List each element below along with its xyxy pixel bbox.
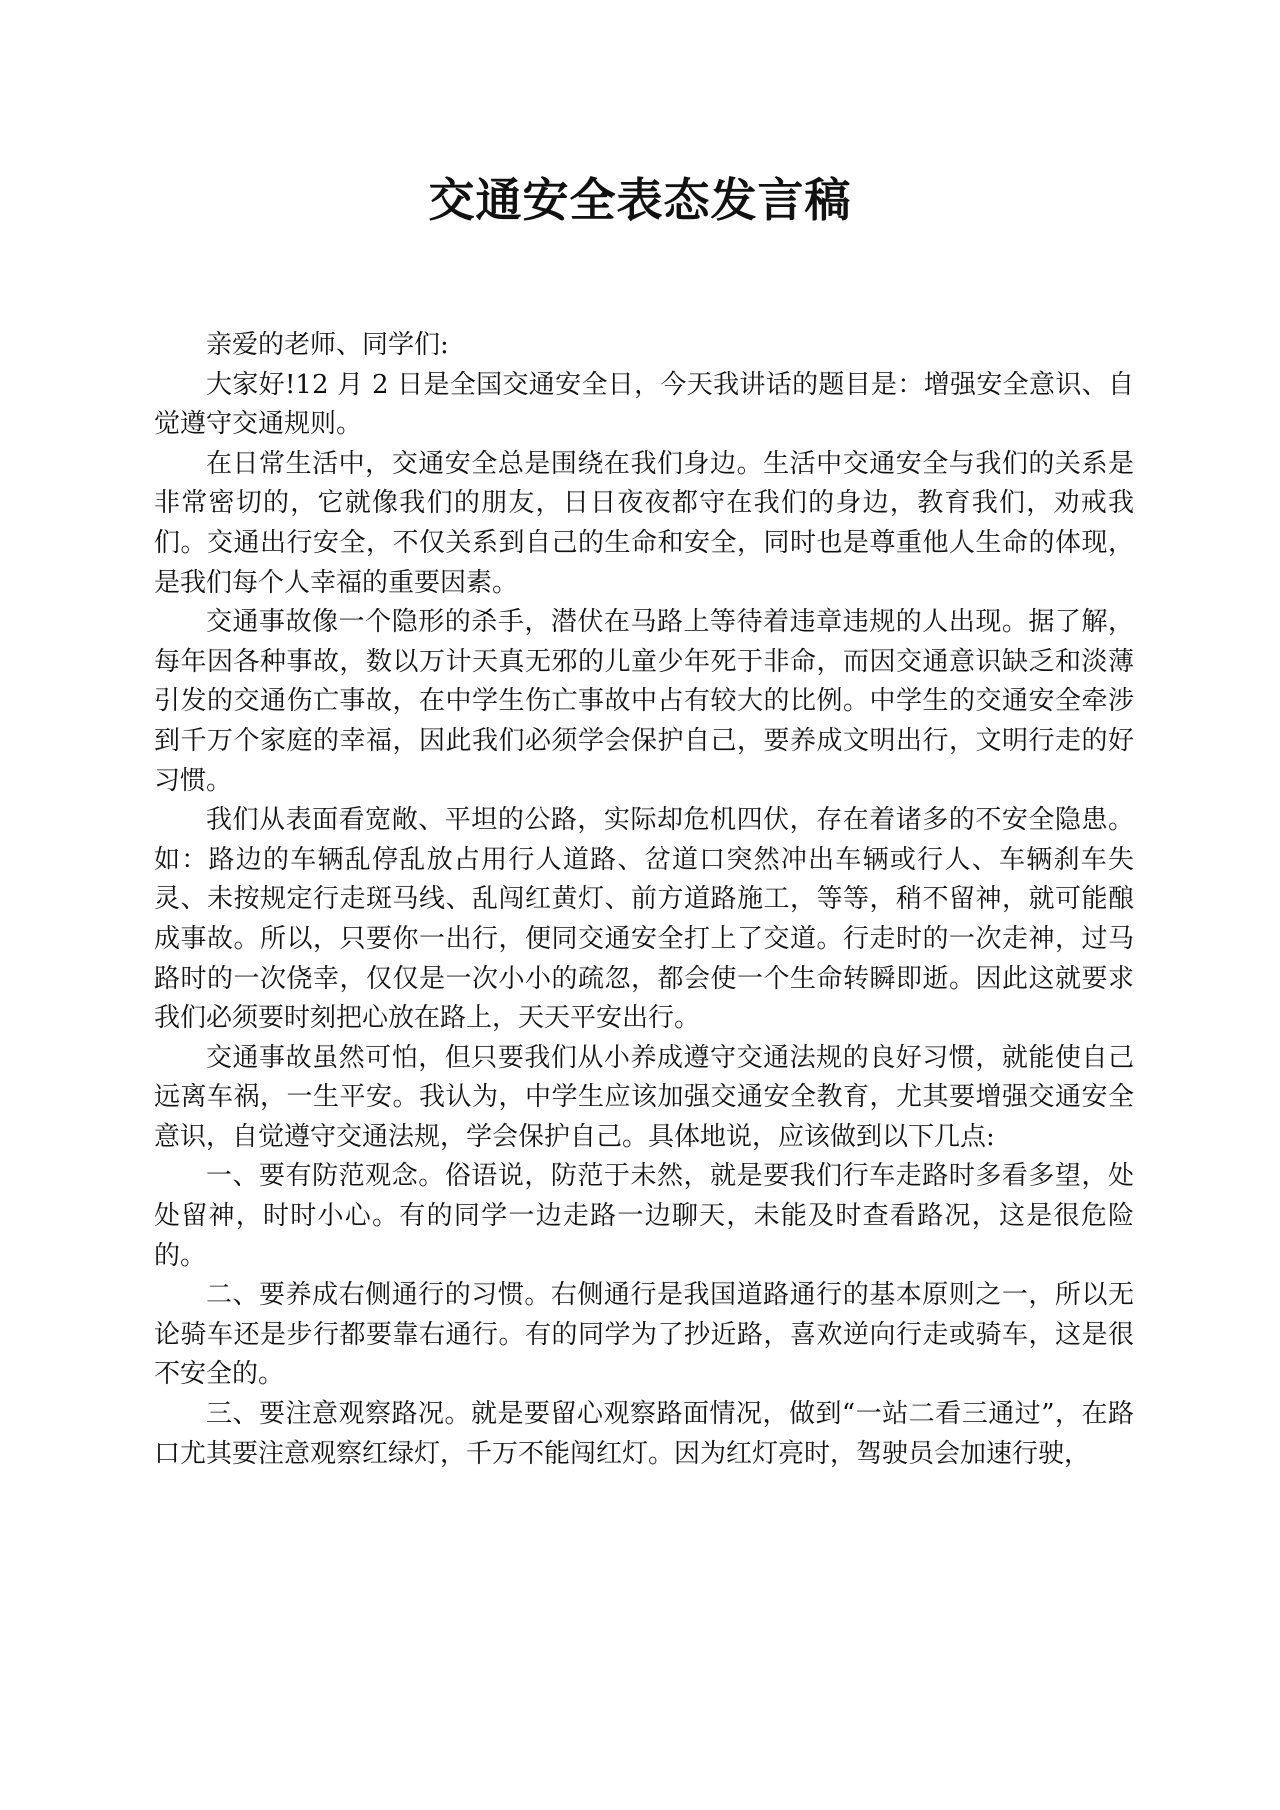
paragraph: 交通事故虽然可怕，但只要我们从小养成遵守交通法规的良好习惯，就能使自己远离车祸，一生平安。我认为，中学生应该加强交通安全教育，尤其要增强交通安全意识，自觉遵守交通法规，学会保护自己。具体地说，应该做到以下几点: [154, 1042, 1134, 1152]
paragraph-point-2: 二、要养成右侧通行的习惯。右侧通行是我国道路通行的基本原则之一，所以无论骑车还是步行都要靠右通行。有的同学为了抄近路，喜欢逆向行走或骑车，这是很不安全的。 [154, 1280, 1134, 1390]
paragraph-opening: 大家好!12 月 2 日是全国交通安全日，今天我讲话的题目是：增强安全意识、自觉遵守交通规则。 [154, 369, 1134, 440]
document-title: 交通安全表态发言稿 [428, 173, 852, 227]
paragraph: 我们从表面看宽敞、平坦的公路，实际却危机四伏，存在着诸多的不安全隐患。如：路边的车辆乱停乱放占用行人道路、岔道口突然冲出车辆或行人、车辆刹车失灵、未按规定行走斑马线、乱闯红黄灯、前方道路施工，等等，稍不留神，就可能酿成事故。所以，只要你一出行，便同交通安全打上了交道。行走时的一次走神，过马路时的一次侥幸，仅仅是一次小小的疏忽，都会使一个生命转瞬即逝。因此这就要求我们必须要时刻把心放在路上，天天平安出行。 [154, 805, 1134, 1034]
document-body [154, 326, 1134, 1474]
paragraph-greeting: 亲爱的老师、同学们: [206, 330, 449, 360]
paragraph: 在日常生活中，交通安全总是围绕在我们身边。生活中交通安全与我们的关系是非常密切的，它就像我们的朋友，日日夜夜都守在我们的身边，教育我们，劝戒我们。交通出行安全，不仅关系到自己的生命和安全，同时也是尊重他人生命的体现，是我们每个人幸福的重要因素。 [154, 448, 1134, 598]
paragraph-point-1: 一、要有防范观念。俗语说，防范于未然，就是要我们行车走路时多看多望，处处留神，时时小心。有的同学一边走路一边聊天，未能及时查看路况，这是很危险的。 [154, 1161, 1134, 1271]
paragraph-point-3: 三、要注意观察路况。就是要留心观察路面情况，做到“一站二看三通过”，在路口尤其要注意观察红绿灯，千万不能闯红灯。因为红灯亮时，驾驶员会加速行驶， [154, 1399, 1134, 1469]
paragraph: 交通事故像一个隐形的杀手，潜伏在马路上等待着违章违规的人出现。据了解，每年因各种事故，数以万计天真无邪的儿童少年死于非命，而因交通意识缺乏和淡薄引发的交通伤亡事故，在中学生伤亡事故中占有较大的比例。中学生的交通安全牵涉到千万个家庭的幸福，因此我们必须学会保护自己，要养成文明出行，文明行走的好习惯。 [154, 607, 1134, 796]
